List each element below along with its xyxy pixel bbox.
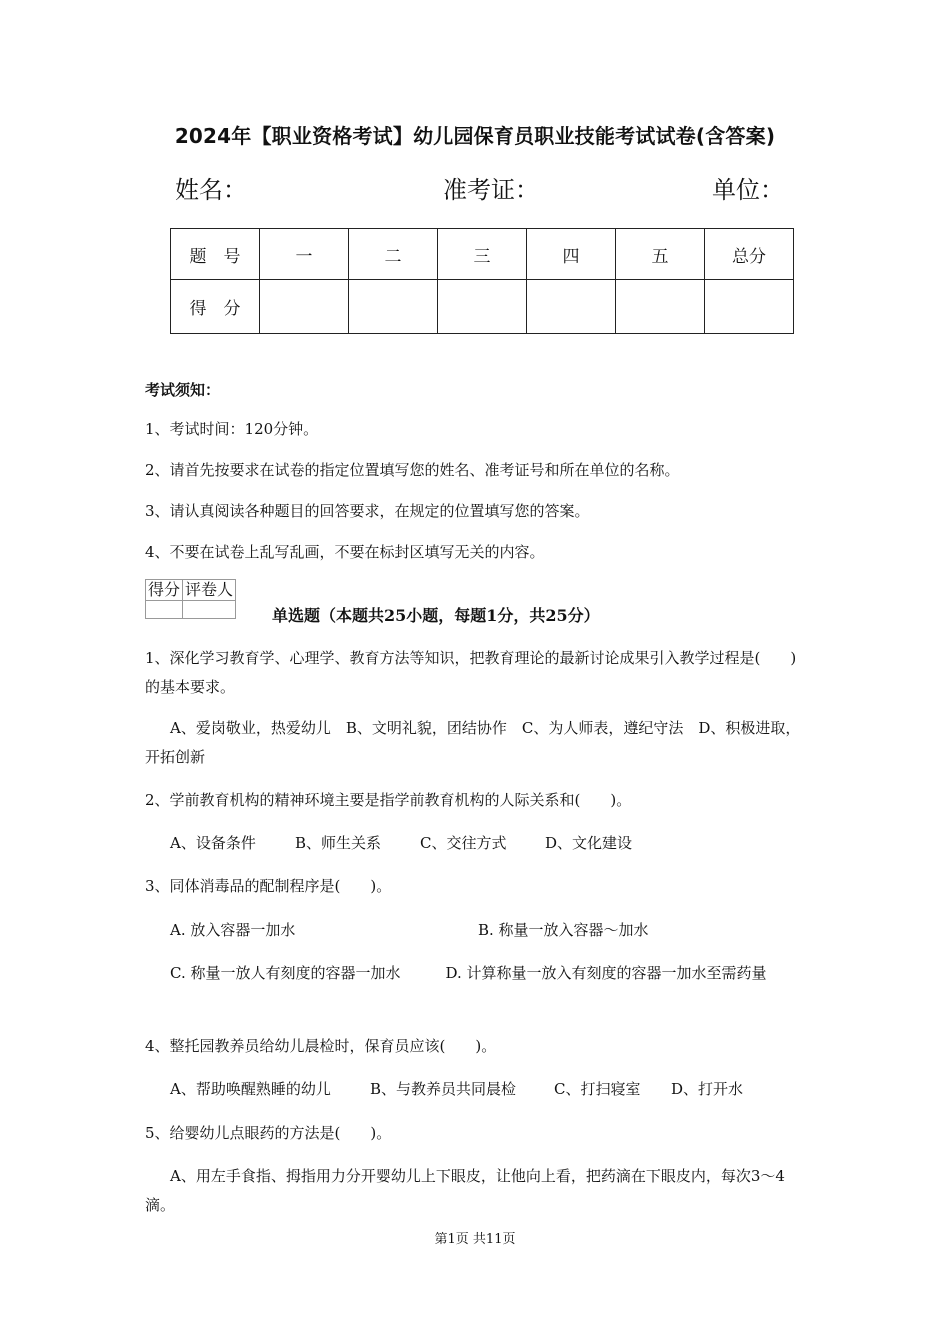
score-table-header-row bbox=[171, 229, 794, 280]
score-cell[interactable] bbox=[349, 280, 438, 334]
question-5-option-a: A、用左手食指、拇指用力分开婴幼儿上下眼皮，让他向上看，把药滴在下眼皮内，每次3～4滴。 bbox=[145, 1167, 785, 1214]
question-2-stem: 2、学前教育机构的精神环境主要是指学前教育机构的人际关系和( )。 bbox=[145, 791, 632, 809]
option: A、帮助唤醒熟睡的幼儿 bbox=[170, 1080, 331, 1098]
score-cell[interactable] bbox=[527, 280, 616, 334]
question-3-options-cd: C. 称量一放人有刻度的容器一加水 D. 计算称量一放入有刻度的容器一加水至需药量 bbox=[170, 964, 767, 982]
score-table-header-cell: 一 bbox=[260, 229, 349, 280]
option: B、师生关系 bbox=[295, 834, 382, 852]
score-table-header-cell: 三 bbox=[438, 229, 527, 280]
notice-item: 3、请认真阅读各种题目的回答要求，在规定的位置填写您的答案。 bbox=[145, 502, 590, 520]
unit-field-label: 单位： bbox=[712, 176, 784, 204]
option: D、打开水 bbox=[671, 1080, 744, 1098]
option: C、打扫寝室 bbox=[554, 1080, 641, 1098]
option: B. 称量一放入容器～加水 bbox=[478, 921, 649, 939]
grader-score-label: 得分 bbox=[146, 580, 183, 601]
score-table-score-row bbox=[171, 280, 794, 334]
score-row-label: 得 分 bbox=[171, 280, 260, 334]
option: C、交往方式 bbox=[420, 834, 507, 852]
name-field-label: 姓名： bbox=[175, 176, 247, 204]
score-table-header-cell: 二 bbox=[349, 229, 438, 280]
page-footer: 第1页 共11页 bbox=[434, 1232, 516, 1247]
option: B、与教养员共同晨检 bbox=[370, 1080, 517, 1098]
score-cell[interactable] bbox=[616, 280, 705, 334]
question-4-stem: 4、整托园教养员给幼儿晨检时，保育员应该( )。 bbox=[145, 1037, 497, 1055]
score-table bbox=[170, 228, 794, 334]
notice-item: 2、请首先按要求在试卷的指定位置填写您的姓名、准考证号和所在单位的名称。 bbox=[145, 461, 680, 479]
score-table-header-cell: 五 bbox=[616, 229, 705, 280]
question-1-options: A、爱岗敬业，热爱幼儿 B、文明礼貌，团结协作 C、为人师表，遵纪守法 D、积极进取，开拓创新 bbox=[145, 719, 801, 766]
score-table-header-cell: 四 bbox=[527, 229, 616, 280]
score-cell[interactable] bbox=[260, 280, 349, 334]
score-cell[interactable] bbox=[438, 280, 527, 334]
notice-heading: 考试须知： bbox=[145, 381, 221, 399]
question-3-stem: 3、同体消毒品的配制程序是( )。 bbox=[145, 877, 392, 895]
section-title: 单选题（本题共25小题，每题1分，共25分） bbox=[272, 606, 600, 625]
grader-score-cell[interactable] bbox=[146, 601, 183, 619]
question-5-stem: 5、给婴幼儿点眼药的方法是( )。 bbox=[145, 1124, 392, 1142]
notice-item: 4、不要在试卷上乱写乱画，不要在标封区填写无关的内容。 bbox=[145, 543, 545, 561]
grader-reviewer-cell[interactable] bbox=[183, 601, 236, 619]
page-title: 2024年【职业资格考试】幼儿园保育员职业技能考试试卷(含答案) bbox=[174, 124, 776, 148]
question-2-options bbox=[170, 829, 810, 858]
grader-reviewer-label: 评卷人 bbox=[183, 580, 236, 601]
notice-item: 1、考试时间：120分钟。 bbox=[145, 420, 319, 438]
question-1-stem: 1、深化学习教育学、心理学、教育方法等知识，把教育理论的最新讨论成果引入教学过程是( )的基本要求。 bbox=[145, 649, 797, 696]
score-cell[interactable] bbox=[705, 280, 794, 334]
grader-box bbox=[145, 579, 236, 619]
score-table-header-cell: 题 号 bbox=[171, 229, 260, 280]
option: D、文化建设 bbox=[545, 834, 633, 852]
option: A、设备条件 bbox=[170, 834, 256, 852]
score-table-header-cell: 总分 bbox=[705, 229, 794, 280]
question-4-options bbox=[170, 1075, 810, 1104]
question-3-options-ab bbox=[170, 916, 810, 945]
exam-number-field-label: 准考证： bbox=[443, 176, 539, 204]
option: A. 放入容器一加水 bbox=[170, 921, 296, 939]
